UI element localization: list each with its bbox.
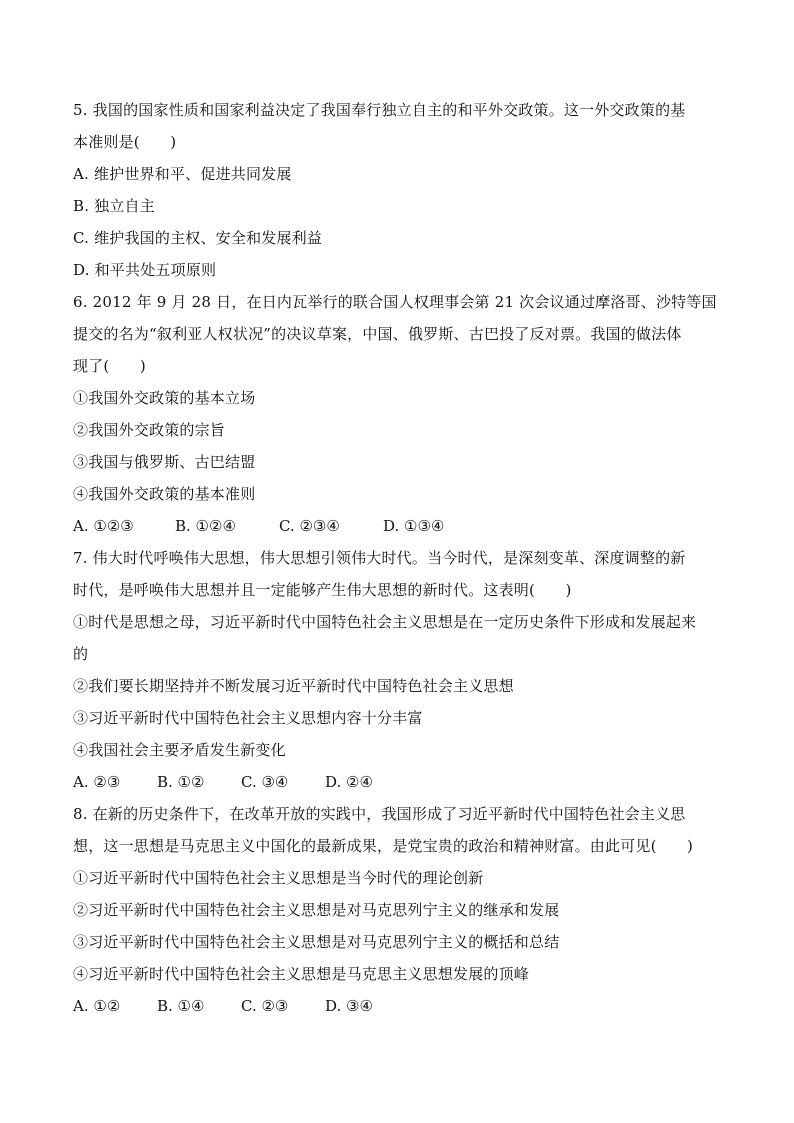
question-5-option-b: B. 独立自主 (73, 197, 155, 215)
question-8-answer-options (73, 990, 723, 1022)
question-5-stem-line-2: 本准则是( ) (73, 133, 177, 151)
question-7-option-c: C. ③④ (241, 773, 289, 791)
question-7-statement-1-line-2: 的 (73, 645, 89, 663)
question-8-statement-4: ④习近平新时代中国特色社会主义思想是马克思主义思想发展的顶峰 (73, 965, 530, 983)
question-5-option-d: D. 和平共处五项原则 (73, 261, 217, 279)
question-8-statement-2: ②习近平新时代中国特色社会主义思想是对马克思列宁主义的继承和发展 (73, 901, 560, 919)
question-5-option-c: C. 维护我国的主权、安全和发展利益 (73, 229, 323, 247)
question-8-option-b: B. ①④ (157, 997, 205, 1015)
question-7-option-a: A. ②③ (73, 773, 121, 791)
question-6-option-c: C. ②③④ (279, 517, 340, 535)
question-5-stem-line-1: 5. 我国的国家性质和国家利益决定了我国奉行独立自主的和平外交政策。这一外交政策的基 (73, 101, 686, 119)
question-7-statement-3: ③习近平新时代中国特色社会主义思想内容十分丰富 (73, 709, 423, 727)
question-5 (73, 94, 723, 286)
question-7-stem-line-1: 7. 伟大时代呼唤伟大思想，伟大思想引领伟大时代。当今时代，是深刻变革、深度调整的新 (73, 549, 686, 567)
question-7 (73, 542, 723, 798)
question-6-stem-line-3: 现了( ) (73, 357, 146, 375)
question-6-statement-3: ③我国与俄罗斯、古巴结盟 (73, 453, 256, 471)
question-8-stem-line-2: 想，这一思想是马克思主义中国化的最新成果，是党宝贵的政治和精神财富。由此可见( ) (73, 837, 694, 855)
question-8-statement-1: ①习近平新时代中国特色社会主义思想是当今时代的理论创新 (73, 869, 484, 887)
question-5-option-a: A. 维护世界和平、促进共同发展 (73, 165, 292, 183)
question-6-option-d: D. ①③④ (383, 517, 445, 535)
question-8-option-c: C. ②③ (241, 997, 289, 1015)
question-7-answer-options (73, 766, 723, 798)
question-6-statement-4: ④我国外交政策的基本准则 (73, 485, 256, 503)
question-6-statement-2: ②我国外交政策的宗旨 (73, 421, 226, 439)
question-7-option-d: D. ②④ (325, 773, 373, 791)
question-6-stem-line-1: 6. 2012 年 9 月 28 日，在日内瓦举行的联合国人权理事会第 21 次会议通过摩洛哥、沙特等国 (73, 293, 717, 311)
question-7-statement-1-line-1: ①时代是思想之母，习近平新时代中国特色社会主义思想是在一定历史条件下形成和发展起来 (73, 613, 697, 631)
question-6-option-b: B. ①②④ (175, 517, 236, 535)
question-6-statement-1: ①我国外交政策的基本立场 (73, 389, 256, 407)
question-6-stem-line-2: 提交的名为“叙利亚人权状况”的决议草案，中国、俄罗斯、古巴投了反对票。我国的做法体 (73, 325, 682, 343)
question-6-answer-options (73, 510, 723, 542)
question-7-statement-4: ④我国社会主要矛盾发生新变化 (73, 741, 286, 759)
question-6-option-a: A. ①②③ (73, 517, 134, 535)
question-8-option-d: D. ③④ (325, 997, 373, 1015)
question-7-stem-line-2: 时代，是呼唤伟大思想并且一定能够产生伟大思想的新时代。这表明( ) (73, 581, 572, 599)
question-6 (73, 286, 723, 542)
question-8-statement-3: ③习近平新时代中国特色社会主义思想是对马克思列宁主义的概括和总结 (73, 933, 560, 951)
question-8 (73, 798, 723, 1022)
question-7-statement-2: ②我们要长期坚持并不断发展习近平新时代中国特色社会主义思想 (73, 677, 514, 695)
question-8-stem-line-1: 8. 在新的历史条件下，在改革开放的实践中，我国形成了习近平新时代中国特色社会主义思 (73, 805, 686, 823)
question-7-option-b: B. ①② (157, 773, 205, 791)
question-8-option-a: A. ①② (73, 997, 121, 1015)
